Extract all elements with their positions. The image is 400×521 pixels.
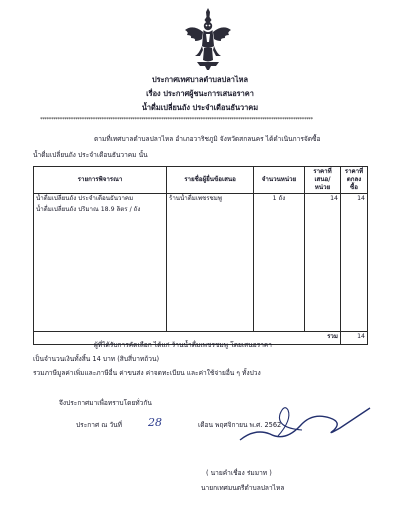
bid-table	[33, 166, 368, 345]
garuda-emblem	[183, 8, 233, 70]
announcement-title: ประกาศเทศบาลตำบลปลาไหล	[151, 75, 249, 84]
row-price: 14	[341, 194, 368, 332]
header-item: รายการพิจารณา	[34, 167, 167, 194]
amount-line: เป็นจำนวนเงินทั้งสิ้น 14 บาท (สิบสี่บาทถ้วน)	[33, 355, 160, 363]
signature-mark	[230, 400, 380, 448]
signatory-name: ( นายคำเชื่อง ร่มมาท )	[206, 469, 272, 477]
item-title: น้ำดื่มเปลี่ยนถัง ประจำเดือนธันวาคม	[141, 103, 259, 112]
header-unit-price-line2: หน่วย	[314, 184, 331, 191]
row-item-line1: น้ำดื่มเปลี่ยนถัง ประจำเดือนธันวาคม	[36, 195, 134, 202]
closing-line: จึงประกาศมาเพื่อทราบโดยทั่วกัน	[59, 399, 152, 407]
separator-line: ****************************************************************************************************************************	[40, 117, 313, 123]
tax-line: รวมภาษีมูลค่าเพิ่มและภาษีอื่น ค่าขนส่ง ค่าจดทะเบียน และค่าใช้จ่ายอื่น ๆ ทั้งปวง	[33, 369, 261, 377]
total-value: 14	[341, 332, 368, 345]
row-item	[34, 194, 167, 332]
date-day: 28	[148, 416, 162, 429]
date-prefix: ประกาศ ณ วันที่	[76, 421, 123, 429]
header-price	[341, 167, 368, 194]
row-item-line2: น้ำดื่มเปลี่ยนถัง ปริมาณ 18.9 ลิตร / ถัง	[36, 206, 141, 213]
header-price-line1: ราคาที่	[344, 168, 364, 175]
signatory-position: นายกเทศมนตรีตำบลปลาไหล	[201, 484, 285, 492]
intro-line-1: ตามที่เทศบาลตำบลปลาไหล อำเภอวาริชภูมิ จังหวัดสกลนคร ได้ดำเนินการจัดซื้อ	[94, 135, 321, 143]
header-unit-price	[305, 167, 341, 194]
row-vendor: ร้านน้ำดื่มเพชรชมพู	[167, 194, 254, 332]
header-qty: จำนวนหน่วย	[254, 167, 305, 194]
row-qty: 1 ถัง	[254, 194, 305, 332]
total-label: รวม	[34, 332, 341, 345]
row-unit-price: 14	[305, 194, 341, 332]
table-header-row	[34, 167, 368, 194]
header-unit-price-line1: ราคาที่เสนอ/	[313, 168, 332, 183]
header-vendor: รายชื่อผู้ยื่นข้อเสนอ	[167, 167, 254, 194]
table-row	[34, 194, 368, 332]
subject-line: เรื่อง ประกาศผู้ชนะการเสนอราคา	[146, 89, 254, 98]
date-month-year: เดือน พฤศจิกายน พ.ศ. 2562	[198, 421, 282, 429]
winner-line: ผู้ที่ได้รับการคัดเลือก ได้แก่ ร้านน้ำดื่มเพชรชมพู โดยเสนอราคา	[94, 341, 273, 349]
intro-line-2: น้ำดื่มเปลี่ยนถัง ประจำเดือนธันวาคม นั้น	[33, 151, 148, 159]
header-price-line2: ตกลงซื้อ	[346, 176, 362, 191]
